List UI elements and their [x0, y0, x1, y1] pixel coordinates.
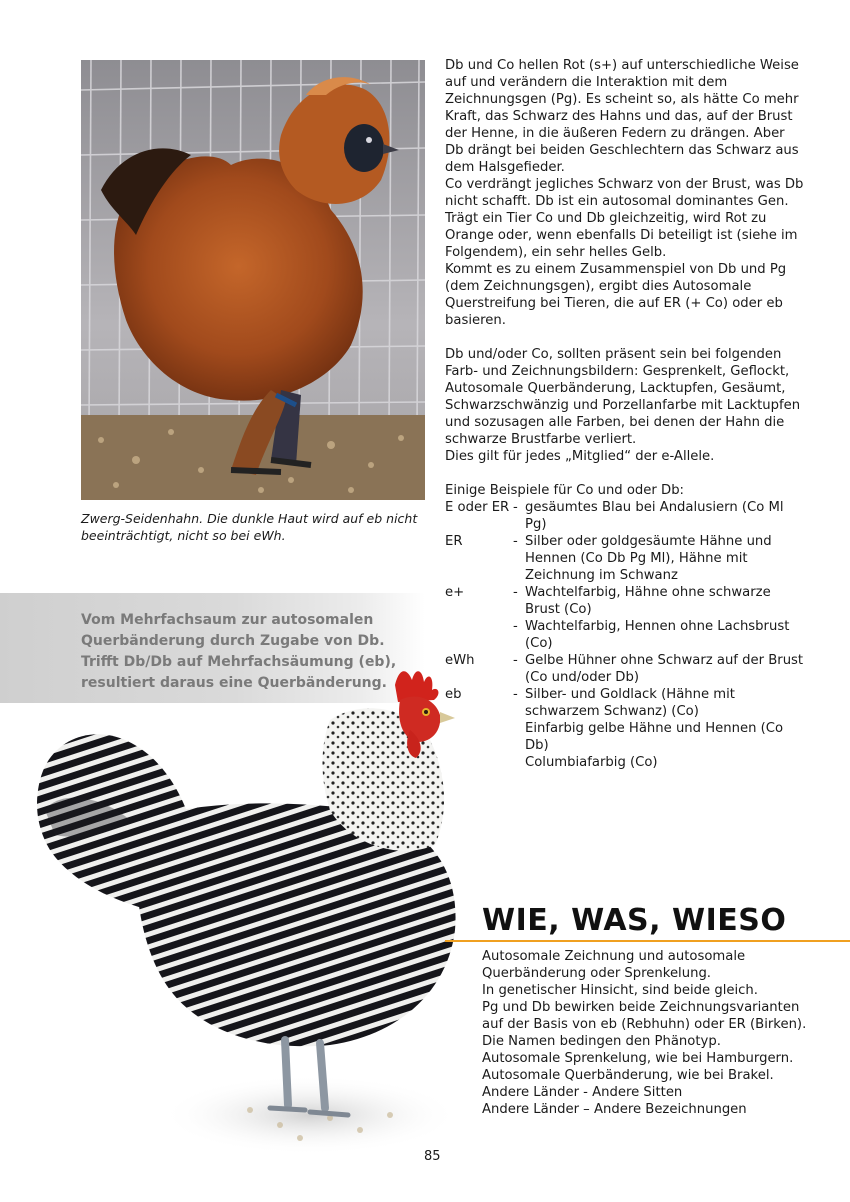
section-text: [482, 948, 812, 1118]
example-value: [525, 652, 805, 686]
example-key: eWh: [445, 653, 475, 668]
main-article-text: [445, 57, 805, 771]
example-line: Brust (Co): [525, 602, 592, 617]
example-line: Wachtelfarbig, Hennen ohne Lachsbrust: [525, 619, 790, 634]
section-line: Pg und Db bewirken beide Zeichnungsvarianten: [482, 1000, 800, 1015]
spacer: [445, 329, 805, 346]
example-value: [525, 499, 805, 533]
example-line: Columbiafarbig (Co): [525, 755, 658, 770]
example-line: (Co): [525, 636, 553, 651]
example-line: Einfarbig gelbe Hähne und Hennen (Co: [525, 721, 784, 736]
section-line: auf der Basis von eb (Rebhuhn) oder ER (Birken).: [482, 1017, 807, 1032]
example-row: [445, 686, 805, 771]
paragraph-5: Dies gilt für jedes „Mitglied“ der e-Allele.: [445, 449, 715, 464]
examples-title: Einige Beispiele für Co und oder Db:: [445, 483, 685, 498]
section-line: Querbänderung oder Sprenkelung.: [482, 966, 712, 981]
section-line: Autosomale Querbänderung, wie bei Brakel.: [482, 1068, 774, 1083]
section-line: Andere Länder - Andere Sitten: [482, 1085, 683, 1100]
example-dash: -: [513, 687, 518, 702]
section-line: Die Namen bedingen den Phänotyp.: [482, 1034, 721, 1049]
example-value: [525, 533, 805, 584]
example-line: gesäumtes Blau bei Andalusiern (Co Ml Pg): [525, 500, 784, 532]
example-row: [445, 499, 805, 533]
paragraph-4: Db und/oder Co, sollten präsent sein bei folgenden Farb- und Zeichnungsbildern: Gesprenkelt, Geflockt, Autosomale Querbänderung, Lacktupfen, Gesäumt, Schwarzschwänzig und Porzellanfarbe mit Lacktupfen und sozusagen alle Farben, bei denen der Hahn die schwarze Brustfarbe verliert.: [445, 347, 801, 447]
example-line: Silber- und Goldlack (Hähne mit: [525, 687, 735, 702]
highlight-text: Vom Mehrfachsaum zur autosomalen Querbänderung durch Zugabe von Db. Trifft Db/Db auf Mehrfachsäumung (eb), resultiert daraus eine Querbänderung.: [81, 612, 397, 691]
example-dash: -: [513, 619, 518, 634]
example-line: Silber oder goldgesäumte Hähne und: [525, 534, 772, 549]
example-key: e+: [445, 585, 465, 600]
example-key: ER: [445, 534, 463, 549]
example-dash: -: [513, 585, 518, 600]
example-dash: -: [513, 534, 518, 549]
example-line: Gelbe Hühner ohne Schwarz auf der Brust: [525, 653, 804, 668]
example-key: [445, 618, 513, 652]
example-line: Db): [525, 738, 549, 753]
section-line: Autosomale Zeichnung und autosomale: [482, 949, 746, 964]
example-line: (Co und/oder Db): [525, 670, 639, 685]
section-line: Andere Länder – Andere Bezeichnungen: [482, 1102, 747, 1117]
example-row: [445, 618, 805, 652]
example-line: Wachtelfarbig, Hähne ohne schwarze: [525, 585, 771, 600]
section-line: Autosomale Sprenkelung, wie bei Hamburgern.: [482, 1051, 794, 1066]
photo-caption: Zwerg-Seidenhahn. Die dunkle Haut wird auf eb nicht beeinträchtigt, nicht so bei eWh.: [81, 511, 418, 543]
barred-hen-photo: [30, 660, 470, 1165]
example-row: [445, 533, 805, 584]
spacer: [445, 465, 805, 482]
example-dash: -: [513, 653, 518, 668]
examples-list: [445, 499, 805, 771]
example-value: [525, 618, 805, 652]
section-line: In genetischer Hinsicht, sind beide gleich.: [482, 983, 758, 998]
silkie-rooster-photo: [81, 60, 425, 500]
paragraph-1: Db und Co hellen Rot (s+) auf unterschiedliche Weise auf und verändern die Interaktion mit dem Zeichnungsgen (Pg). Es scheint so, als hätte Co mehr Kraft, das Schwarz des Hahns und das, auf der Brust der Henne, in die äußeren Federn zu drängen. Aber Db drängt bei beiden Geschlechtern das Schwarz aus dem Halsgefieder.: [445, 58, 799, 175]
paragraph-2: Co verdrängt jegliches Schwarz von der Brust, was Db nicht schafft. Db ist ein autosomal dominantes Gen. Trägt ein Tier Co und Db gleichzeitig, wird Rot zu Orange oder, wenn ebenfalls Di beteiligt ist (siehe im Folgendem), ein sehr helles Gelb.: [445, 177, 804, 260]
example-key: eb: [445, 687, 462, 702]
example-line: schwarzem Schwanz) (Co): [525, 704, 699, 719]
example-row: [445, 652, 805, 686]
example-value: [525, 686, 805, 771]
page-number: 85: [424, 1149, 441, 1164]
section-heading: WIE, WAS, WIESO: [482, 903, 787, 938]
accent-rule: [445, 940, 850, 942]
example-line: Hennen (Co Db Pg Ml), Hähne mit: [525, 551, 748, 566]
example-dash: -: [513, 500, 518, 515]
example-value: [525, 584, 805, 618]
example-row: [445, 584, 805, 618]
example-key: E oder ER: [445, 500, 510, 515]
example-line: Zeichnung im Schwanz: [525, 568, 678, 583]
paragraph-3: Kommt es zu einem Zusammenspiel von Db und Pg (dem Zeichnungsgen), ergibt dies Autosomale Querstreifung bei Tieren, die auf ER (+ Co) oder eb basieren.: [445, 262, 787, 328]
